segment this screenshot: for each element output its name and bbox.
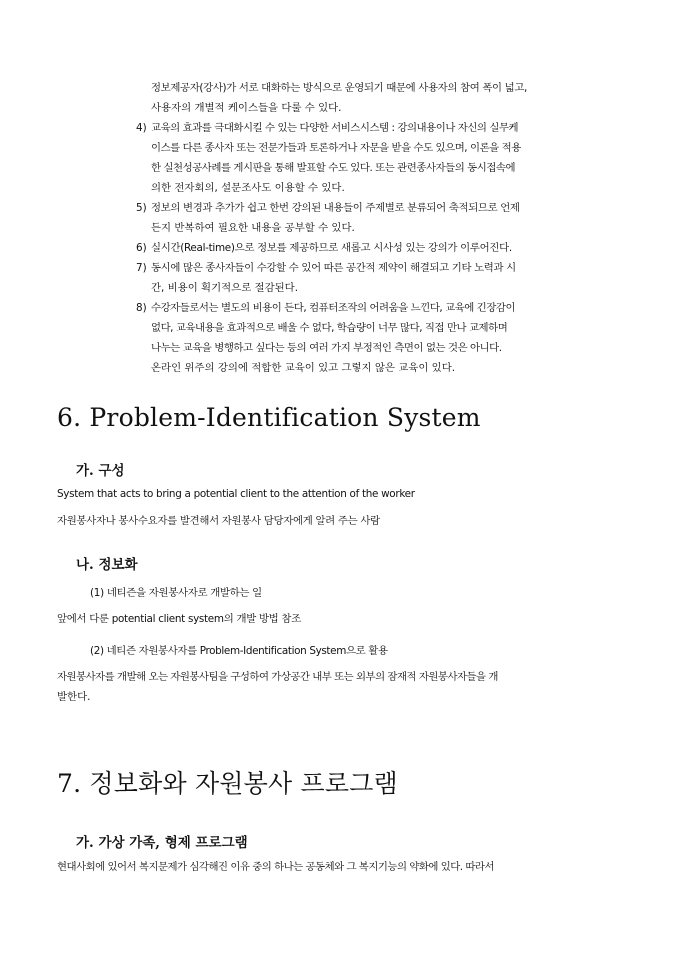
text-line: 간, 비용이 획기적으로 절감된다. bbox=[151, 282, 298, 294]
text-line: 의한 전자회의, 설문조사도 이용할 수 있다. bbox=[151, 182, 345, 194]
text-line: 없다, 교육내용을 효과적으로 배울 수 없다, 학습량이 너무 많다, 직접 만나 교제하며 bbox=[151, 322, 508, 334]
section-6-b-heading: 나. 정보화 bbox=[76, 557, 138, 573]
section-7-title: 7. 정보화와 자원봉사 프로그램 bbox=[57, 769, 398, 798]
list-item-6 bbox=[136, 238, 624, 258]
text-line: 이스를 다른 종사자 또는 전문가들과 토론하거나 자문을 받을 수도 있으며, 이론을 적용 bbox=[151, 142, 521, 154]
text-line: 발한다. bbox=[57, 691, 91, 703]
section-6-a-line-ko: 자원봉사자나 봉사수요자를 발견해서 자원봉사 담당자에게 알려 주는 사람 bbox=[57, 515, 380, 527]
section-6-b-p2-paragraph bbox=[57, 667, 624, 707]
text-line: 교육의 효과를 극대화시킬 수 있는 다양한 서비스시스템 : 강의내용이나 자신의 실무케 bbox=[151, 122, 519, 134]
section-6-b-p1-label: (1) 네티즌을 자원봉사자로 개발하는 일 bbox=[90, 587, 262, 599]
item-number: 8) bbox=[136, 302, 147, 314]
section-7-a-text: 현대사회에 있어서 복지문제가 심각해진 이유 중의 하나는 공동체와 그 복지기능의 약화에 있다. 따라서 bbox=[57, 861, 495, 873]
text-line: 실시간(Real-time)으로 정보를 제공하므로 새롭고 시사성 있는 강의가 이루어진다. bbox=[151, 242, 512, 254]
list-item-5 bbox=[136, 198, 624, 238]
section-6-a-line-en: System that acts to bring a potential client to the attention of the worker bbox=[57, 488, 415, 500]
section-6-b-p1-text: 앞에서 다룬 potential client system의 개발 방법 참조 bbox=[57, 613, 301, 625]
text-line: 든지 반복하여 필요한 내용을 공부할 수 있다. bbox=[151, 222, 355, 234]
item-number: 7) bbox=[136, 262, 147, 274]
text-line: 정보의 변경과 추가가 쉽고 한번 강의된 내용들이 주제별로 분류되어 축적되므로 언제 bbox=[151, 202, 520, 214]
list-item-8 bbox=[136, 298, 624, 378]
text-line: 수강자들로서는 별도의 비용이 든다, 컴퓨터조작의 어려움을 느낀다, 교육에 긴장감이 bbox=[151, 302, 516, 314]
item-number: 5) bbox=[136, 202, 147, 214]
intro-paragraph bbox=[151, 78, 624, 118]
item-number: 6) bbox=[136, 242, 147, 254]
text-line: 사용자의 개별적 케이스들을 다룰 수 있다. bbox=[151, 102, 342, 114]
section-6-title: 6. Problem-Identification System bbox=[57, 403, 481, 432]
section-6-b-p2-label: (2) 네티즌 자원봉사자를 Problem-Identification System으로 활용 bbox=[90, 645, 388, 657]
text-line: 정보제공자(강사)가 서로 대화하는 방식으로 운영되기 때문에 사용자의 참여 폭이 넓고, bbox=[151, 82, 527, 94]
text-line: 자원봉사자를 개발해 오는 자원봉사팀을 구성하여 가상공간 내부 또는 외부의 잠재적 자원봉사자들을 개 bbox=[57, 671, 498, 683]
section-6-a-heading: 가. 구성 bbox=[76, 463, 125, 479]
text-line: 나누는 교육을 병행하고 싶다는 등의 여러 가지 부정적인 측면이 없는 것은 아니다. bbox=[151, 342, 502, 354]
section-7-a-heading: 가. 가상 가족, 형제 프로그램 bbox=[76, 835, 248, 851]
text-line: 동시에 많은 종사자들이 수강할 수 있어 따른 공간적 제약이 해결되고 기타 노력과 시 bbox=[151, 262, 516, 274]
list-item-7 bbox=[136, 258, 624, 298]
text-line: 온라인 위주의 강의에 적합한 교육이 있고 그렇지 않은 교육이 있다. bbox=[151, 362, 456, 374]
list-item-4 bbox=[136, 118, 624, 198]
text-line: 한 실천성공사례를 게시판을 통해 발표할 수도 있다. 또는 관련종사자들의 동시접속에 bbox=[151, 162, 516, 174]
item-number: 4) bbox=[136, 122, 147, 134]
